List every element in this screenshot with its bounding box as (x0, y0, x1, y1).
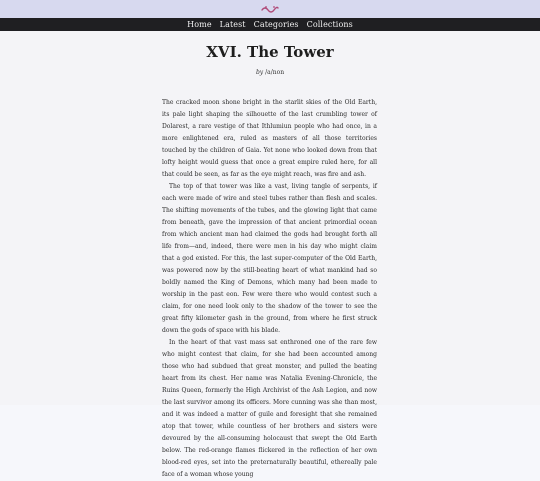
story-page (0, 31, 540, 478)
byline-label: by (255, 69, 264, 76)
story-paragraph: The top of that tower was like a vast, living tangle of serpents, if each were made of wire and steel tubes rather than flesh and scales. The shifting movements of the tubes, and the glowing light that came from beneath, gave the impression of that ancient primordial ocean from which ancient man had claimed the gods had brought forth all life from—and, indeed, there were men in his day who might claim that a god existed. For this, the last super-computer of the Old Earth, was powered now by the still-beating heart of what mankind had so boldly named the King of Demons, which many had been made to worship in the past eon. Few were there who would contest such a claim, for one need look only to the shadow of the tower to see the great fifty kilometer gash in the ground, from where he first struck down the gods of space with his blade. (162, 183, 377, 334)
story-paragraph: The cracked moon shone bright in the starlit skies of the Old Earth, its pale light shaping the silhouette of the last crumbling tower of Dolarest, a rare vestige of that Ithlumiun people who had once, in a more enlightened era, ruled as masters of all those territories touched by the children of Gaia. Yet none who looked down from that lofty height would guess that once a great empire ruled here, for all that could be seen, as far as the eye might reach, was fire and ash. (162, 99, 377, 178)
story-body (162, 97, 377, 481)
site-header (0, 0, 540, 18)
main-nav (0, 18, 540, 31)
nav-collections-link[interactable]: Collections (306, 20, 353, 29)
nav-home-link[interactable]: Home (187, 20, 212, 29)
byline (0, 69, 540, 76)
story-title: XVI. The Tower (206, 43, 334, 61)
story-paragraph: In the heart of that vast mass sat enthroned one of the rare few who might contest that claim, for she had been accounted among those who had subdued that great monster, and pulled the beating heart from its chest. Her name was Natalia Evening-Chronicle, the Ruins Queen, formerly the High Archivist of the Ash Legion, and now the last survivor among its officers. More cunning was she than most, and it was indeed a matter of guile and foresight that she remained atop that tower, while countless of her brothers and sisters were devoured by the all-consuming holocaust that swept the Old Earth below. The red-orange flames flickered in the reflection of her own blood-red eyes, set into the preternaturally beautiful, ethereally pale face of a woman whose young (162, 339, 377, 478)
author-link[interactable]: /a/non (265, 69, 285, 76)
nav-categories-link[interactable]: Categories (253, 20, 299, 29)
wavy-logo-icon[interactable] (261, 4, 279, 14)
nav-latest-link[interactable]: Latest (219, 20, 246, 29)
